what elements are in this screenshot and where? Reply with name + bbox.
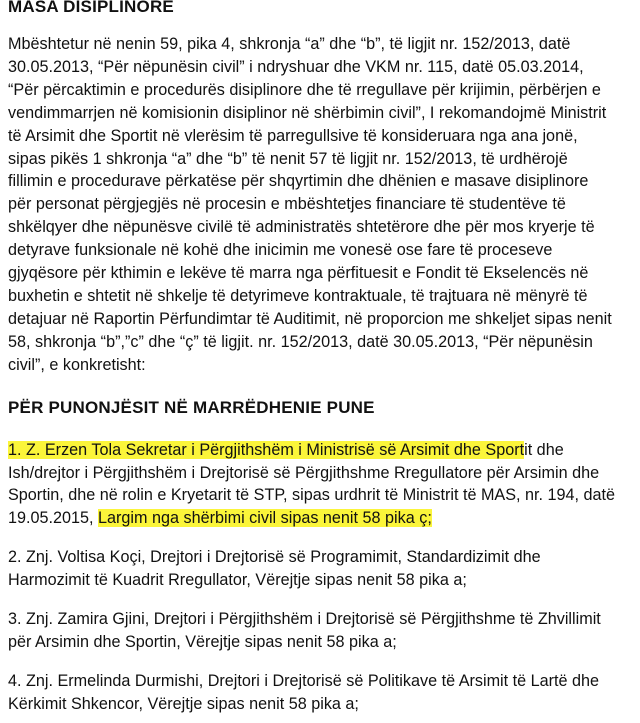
intro-line: civil”, e konkretisht: xyxy=(8,355,146,374)
item4-line: Kërkimit Shkencor, Vërejtje sipas nenit 58 pika a; xyxy=(8,694,359,713)
item3-line: 3. Znj. Zamira Gjini, Drejtori i Përgjithshëm i Drejtorisë së Përgjithshme të Zhvillimit xyxy=(8,610,601,629)
item1-line1-rest: it dhe xyxy=(524,440,564,459)
intro-line: 30.05.2013, “Për nëpunësin civil” i ndryshuar dhe VKM nr. 115, datë 05.03.2014, xyxy=(8,57,584,76)
item2-line: 2. Znj. Voltisa Koçi, Drejtori i Drejtorisë së Programimit, Standardizimit dhe xyxy=(8,548,541,567)
item2-line: Harmozimit të Kuadrit Rregullator, Vërejtje sipas nenit 58 pika a; xyxy=(8,571,467,590)
list-item-2 xyxy=(8,546,636,592)
item1-line4-plain: 19.05.2015, xyxy=(8,509,99,528)
intro-line: fillimin e procedurave përkatëse për shqyrtimin dhe dhënien e masave disiplinore xyxy=(8,172,589,191)
intro-line: detajuar në Raportin Përfundimtar të Auditimit, në proporcion me shkeljet sipas nenit xyxy=(8,309,612,328)
highlighted-text: Largim nga shërbimi civil sipas nenit 58 pika ç; xyxy=(98,509,432,528)
list-item-1 xyxy=(8,439,636,531)
item1-line2: Ish/drejtor i Përgjithshëm i Drejtorisë së Përgjithshme Rregullatore për Arsimin dhe xyxy=(8,463,600,482)
intro-line: Mbështetur në nenin 59, pika 4, shkronja “a” dhe “b”, të ligjit nr. 152/2013, datë xyxy=(8,35,571,53)
list-item-3 xyxy=(8,608,636,654)
intro-line: për personat përgjegjës në procesin e mbështetjes financiare të studentëve të xyxy=(8,195,566,214)
intro-line: “Për përcaktimin e procedurës disiplinore dhe të rregullave për krijimin, përbërjen e xyxy=(8,80,601,99)
intro-line: vendimmarrjen në komisionin disiplinor në shërbimin civil”, I rekomandojmë Ministrit xyxy=(8,103,607,122)
item4-line: 4. Znj. Ermelinda Durmishi, Drejtori i Drejtorisë së Politikave të Arsimit të Lartë dhe xyxy=(8,671,600,690)
document-page xyxy=(8,0,636,716)
item1-line1 xyxy=(8,439,636,462)
intro-line: shkëlqyer dhe nëpunësve civilë të administratës shtetërore dhe për mos kryerje të xyxy=(8,218,595,237)
page-title: MASA DISIPLINORE xyxy=(8,0,174,16)
list-item-4 xyxy=(8,670,636,716)
intro-line: 58, shkronja “b”,”c” dhe “ç” të ligjit. nr. 152/2013, datë 30.05.2013, “Për nëpunësin xyxy=(8,332,593,351)
section-heading: PËR PUNONJËSIT NË MARRËDHENIE PUNE xyxy=(8,397,375,417)
item3-line: për Arsimin dhe Sportin, Vërejtje sipas nenit 58 pika a; xyxy=(8,632,397,651)
item1-line4 xyxy=(8,507,636,530)
intro-line: buxhetin e shtetit në shkelje të detyrimeve kontraktuale, të trajtuara në mënyrë të xyxy=(8,286,588,305)
highlighted-text: 1. Z. Erzen Tola Sekretar i Përgjithshëm i Ministrisë së Arsimit dhe Sport xyxy=(8,440,525,459)
intro-paragraph xyxy=(8,33,636,377)
intro-line: detyrave funksionale në kohë dhe inicimin me vonesë ose fare të proceseve xyxy=(8,241,553,260)
intro-line: gjyqësore për kthimin e lekëve të marra nga përfituesit e Fondit të Ekselencës në xyxy=(8,264,589,283)
intro-line: të Arsimit dhe Sportit në vlerësim të parregullsive të konsideruara nga ana jonë, xyxy=(8,126,578,145)
item1-line3: Sportin, dhe në rolin e Kryetarit të STP, sipas urdhrit të Ministrit të MAS, nr. 194, datë xyxy=(8,486,616,505)
intro-line: sipas pikës 1 shkronja “a” dhe “b” të nenit 57 të ligjit nr. 152/2013, të urdhërojë xyxy=(8,149,568,168)
